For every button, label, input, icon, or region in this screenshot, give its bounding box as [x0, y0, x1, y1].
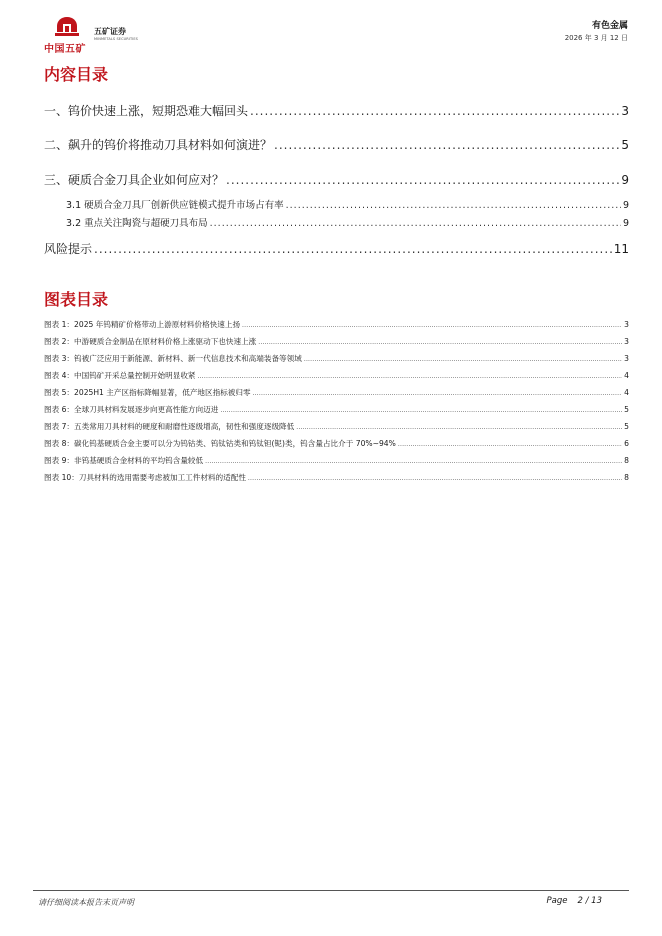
figure-item-page: 5 [624, 422, 629, 431]
toc-item[interactable] [44, 240, 629, 257]
dot-leader [250, 104, 619, 118]
toc-item-page: 9 [621, 173, 629, 187]
figure-item-page: 3 [624, 354, 629, 363]
figure-item-label: 图表 8：碳化钨基硬质合金主要可以分为钨钴类、钨钛钴类和钨钛钽(铌)类，钨含量占比介于 70%~94% [44, 439, 396, 448]
logo-text-cn: 中国五矿 [44, 44, 86, 55]
dot-leader [242, 320, 622, 329]
dot-leader [253, 388, 623, 397]
toc-item-label: 三、硬质合金刀具企业如何应对？ [44, 173, 225, 187]
figure-item-label: 图表 4：中国钨矿开采总量控制开始明显收紧 [44, 371, 196, 380]
report-category: 有色金属 [591, 21, 628, 31]
dot-leader [94, 242, 612, 256]
toc-item-page: 5 [621, 138, 629, 152]
figure-item-page: 4 [624, 371, 629, 380]
toc-subitem[interactable] [66, 215, 629, 229]
figure-item[interactable] [44, 319, 629, 330]
toc-title: 内容目录 [44, 65, 109, 84]
toc-item[interactable] [44, 102, 629, 119]
page-number: 2 / 13 [577, 896, 602, 906]
figure-item-label: 图表 3：钨被广泛应用于新能源、新材料、新一代信息技术和高端装备等领域 [44, 354, 302, 363]
company-logo [44, 16, 144, 56]
figure-item-label: 图表 6：全球刀具材料发展逐步向更高性能方向迈进 [44, 405, 219, 414]
dot-leader [258, 337, 622, 346]
toc-item-page: 3 [621, 104, 629, 118]
toc-item-label: 3.2 重点关注陶瓷与超硬刀具布局 [66, 218, 208, 229]
figure-item[interactable] [44, 421, 629, 432]
toc-item-page: 11 [613, 242, 629, 256]
footer-divider [33, 890, 629, 891]
toc-item-label: 3.1 硬质合金刀具厂创新供应链模式提升市场占有率 [66, 200, 284, 211]
minmetals-emblem-icon [54, 16, 80, 38]
figure-item-label: 图表 2：中游硬质合金制品在原材料价格上涨驱动下也快速上涨 [44, 337, 257, 346]
dot-leader [205, 456, 622, 465]
figure-item-page: 8 [624, 473, 629, 482]
dot-leader [248, 473, 622, 482]
figure-item-page: 5 [624, 405, 629, 414]
figure-item[interactable] [44, 438, 629, 449]
page-label: Page [546, 896, 568, 906]
figure-item-page: 3 [624, 337, 629, 346]
toc-item[interactable] [44, 136, 629, 153]
figure-item-label: 图表 5：2025H1 主产区指标降幅显著，低产地区指标被归零 [44, 388, 251, 397]
figure-item-label: 图表 10：刀具材料的选用需要考虑被加工工件材料的适配性 [44, 473, 246, 482]
figure-item-label: 图表 7：五类常用刀具材料的硬度和耐磨性逐级增高，韧性和强度逐级降低 [44, 422, 295, 431]
page-indicator [547, 896, 602, 906]
dot-leader [296, 422, 622, 431]
figure-item[interactable] [44, 336, 629, 347]
dot-leader [286, 200, 621, 211]
dot-leader [198, 371, 623, 380]
figure-item[interactable] [44, 370, 629, 381]
toc-item[interactable] [44, 171, 629, 188]
figure-item-page: 8 [624, 456, 629, 465]
report-date: 2026 年 3 月 12 日 [564, 34, 628, 42]
figure-item-label: 图表 9：非钨基硬质合金材料的平均钨含量较低 [44, 456, 204, 465]
dot-leader [220, 405, 622, 414]
figure-item-page: 4 [624, 388, 629, 397]
figure-item[interactable] [44, 353, 629, 364]
dot-leader [274, 138, 619, 152]
logo-subbrand: 五矿证券 [94, 27, 126, 36]
figure-item[interactable] [44, 472, 629, 483]
toc-item-label: 二、飙升的钨价将推动刀具材料如何演进？ [44, 138, 273, 152]
figure-item[interactable] [44, 387, 629, 398]
figure-list-title: 图表目录 [44, 290, 109, 309]
toc-item-page: 9 [622, 200, 629, 211]
toc-item-label: 风险提示 [44, 242, 93, 256]
dot-leader [210, 218, 621, 229]
logo-subbrand-en: MINMETALS SECURITIES [94, 37, 138, 41]
footer-disclaimer: 请仔细阅读本报告末页声明 [38, 898, 134, 907]
toc-item-page: 9 [622, 218, 629, 229]
toc-item-label: 一、钨价快速上涨，短期恐难大幅回头 [44, 104, 249, 118]
dot-leader [398, 439, 622, 448]
figure-item-page: 3 [624, 320, 629, 329]
figure-item[interactable] [44, 455, 629, 466]
toc-subitem[interactable] [66, 197, 629, 211]
figure-item-label: 图表 1：2025 年钨精矿价格带动上游原材料价格快速上扬 [44, 320, 241, 329]
figure-item[interactable] [44, 404, 629, 415]
figure-item-page: 6 [624, 439, 629, 448]
dot-leader [304, 354, 622, 363]
dot-leader [226, 173, 619, 187]
